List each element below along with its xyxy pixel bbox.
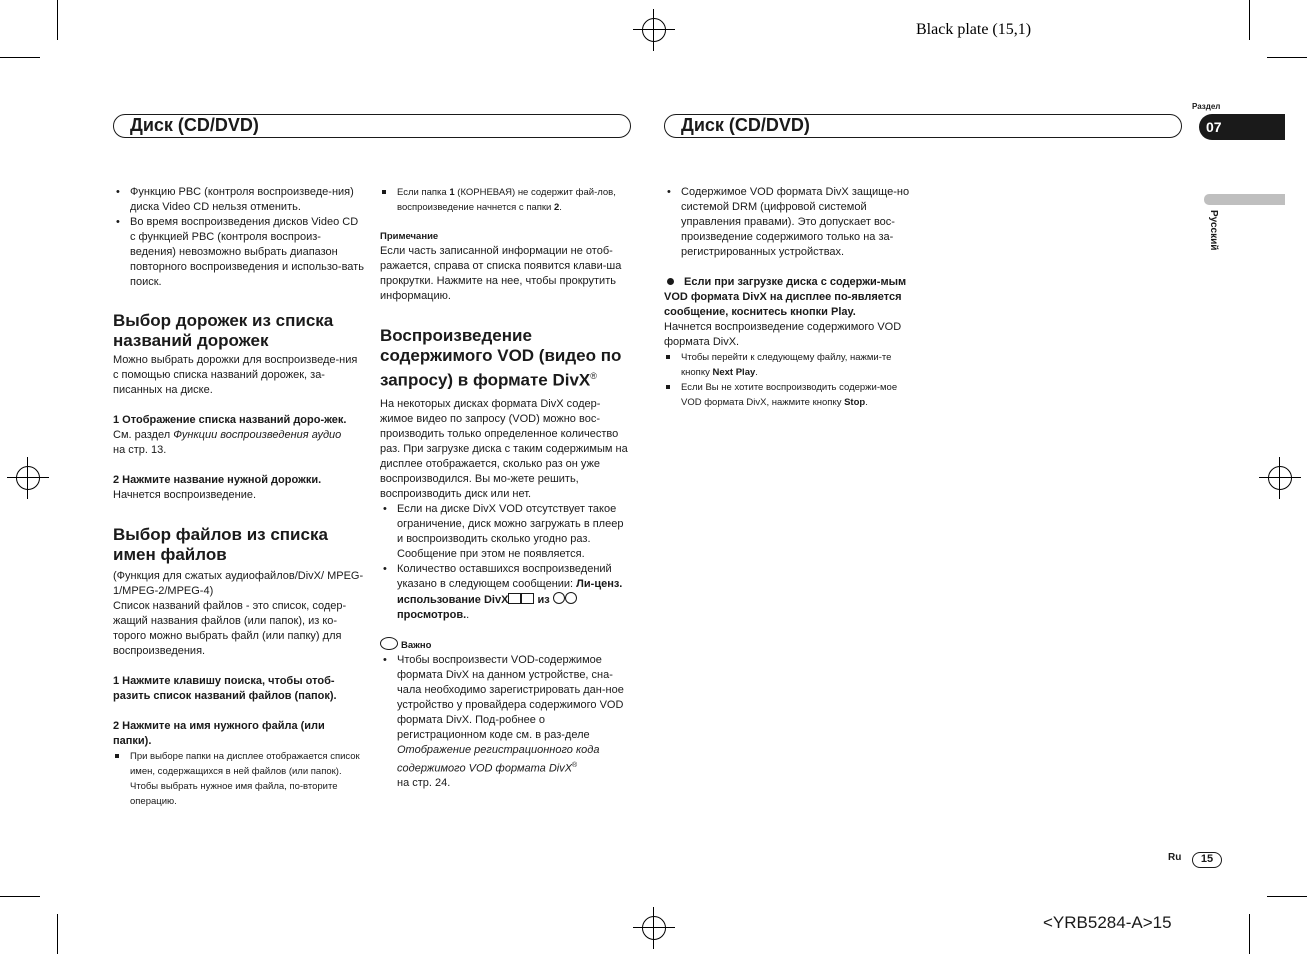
crop-mark <box>1249 914 1250 954</box>
text: . <box>466 608 470 621</box>
important-icon <box>380 637 398 650</box>
text: 2 <box>554 202 560 213</box>
action-heading: Если при загрузке диска с содержи-мым VOD формата DivX на дисплее по-является сообщение, коснитесь кнопки Play. <box>664 275 916 320</box>
text: Количество оставшихся воспроизведений указано в следующем сообщении: <box>397 562 612 590</box>
registration-mark-icon <box>1268 466 1292 490</box>
crop-mark <box>57 0 58 40</box>
header-right: Диск (CD/DVD) <box>664 114 1182 138</box>
button-name: Stop <box>844 397 866 408</box>
text: Чтобы перейти к следующему файлу, нажми-те кнопку <box>681 352 892 378</box>
button-name: Next Play <box>712 367 756 378</box>
registered-mark: ® <box>590 371 597 381</box>
step-title: 1 Нажмите клавишу поиска, чтобы отоб-разить список названий файлов (папок). <box>113 675 337 702</box>
language-label: Русский <box>1208 210 1219 251</box>
paragraph: На некоторых дисках формата DivX содер-жимое видео по запросу (VOD) можно вос-производить только определенное количество раз. При загрузке диска с таким содержимым на дисплее отображается, сколько раз он уже воспроизводился. Вы мо-жете решить, воспроизводить диск или нет. <box>380 397 628 500</box>
circle-placeholder-icon <box>565 592 577 604</box>
crop-mark <box>0 896 40 897</box>
circle-placeholder-icon <box>553 592 565 604</box>
note-item: При выборе папки на дисплее отображается список имен, содержащихся в ней файлов (или папок). Чтобы выбрать нужное имя файла, по-вторите операцию. <box>113 749 365 809</box>
text: . <box>755 367 758 378</box>
list-item: • Содержимое VOD формата DivX защище-но системой DRM (цифровой системой управления правами). Это допускает вос-произведение содержимого только на за-регистрированных устройствах. <box>664 185 916 260</box>
registered-mark: ® <box>572 761 578 769</box>
note-item <box>380 185 632 215</box>
list-item: • Если на диске DivX VOD отсутствует такое ограничение, диск можно загружать в плеер и воспроизводить сколько угодно раз. Сообщение при этом не появляется. <box>380 502 632 562</box>
language-tab <box>1204 194 1285 205</box>
text: . <box>559 202 562 213</box>
box-placeholder-icon <box>521 593 534 604</box>
crop-mark <box>1267 896 1307 897</box>
text: Воспроизведение содержимого VOD (видео по запросу) в формате DivX <box>380 326 622 390</box>
crop-mark <box>57 914 58 954</box>
paragraph: (Функция для сжатых аудиофайлов/DivX/ MPEG-1/MPEG-2/MPEG-4) <box>113 570 364 597</box>
registration-mark-icon <box>642 18 666 42</box>
cross-reference-link: Функции воспроизведения аудио <box>173 429 342 441</box>
text: на стр. 24. <box>397 777 451 790</box>
paragraph: Начнется воспроизведение содержимого VOD формата DivX. <box>664 321 902 348</box>
section-heading-tracks: Выбор дорожек из списка названий дорожек <box>113 311 334 350</box>
paragraph: Если часть записанной информации не отоб-ражается, справа от списка появится клави-ша прокрутки. Нажмите на нее, чтобы прокрутить информацию. <box>380 245 622 302</box>
note-item <box>664 380 916 410</box>
paragraph: Список названий файлов - это список, содер-жащий названия файлов (или папок), из ко-торого можно выбрать файл (или папку) для воспроизведения. <box>113 600 347 657</box>
step-title: 2 Нажмите на имя нужного файла (или папки). <box>113 720 325 747</box>
crop-mark <box>0 57 40 58</box>
text: См. раздел <box>113 429 174 441</box>
list-item: • Функцию PBC (контроля воспроизведе-ния) диска Video CD нельзя отменить. <box>113 185 365 215</box>
text: Ли-ценз. использование DivX <box>397 577 623 606</box>
registration-mark-icon <box>642 916 666 940</box>
section-heading-vod <box>380 326 632 391</box>
text: . <box>865 397 868 408</box>
column-2 <box>380 185 632 791</box>
column-1 <box>113 185 365 809</box>
text: Важно <box>401 639 432 651</box>
step-title: 2 Нажмите название нужной дорожки. <box>113 474 322 486</box>
section-heading-files: Выбор файлов из списка имен файлов <box>113 525 328 564</box>
list-item <box>380 562 632 623</box>
paragraph: Можно выбрать дорожки для воспроизведе-ния с помощью списка названий дорожек, за-писанных на диске. <box>113 354 358 396</box>
box-placeholder-icon <box>508 593 521 604</box>
column-3 <box>664 185 916 410</box>
important-heading <box>380 637 632 653</box>
text: Чтобы воспроизвести VOD-содержимое формата DivX на данном устройстве, сна-чала необходимо зарегистрировать дан-ное устройство у провайдера содержимого VOD формата DivX. Под-робнее о регистрационном коде см. в раз-деле <box>397 653 624 741</box>
text: 1 <box>449 187 455 198</box>
step-title: 1 Отображение списка названий доро-жек. <box>113 414 347 426</box>
paragraph: на стр. 13. <box>113 444 167 456</box>
text: (КОРНЕВАЯ) не содержит фай-лов, воспроизведение начнется с папки <box>397 187 616 213</box>
note-heading: Примечание <box>380 231 439 242</box>
header-left: Диск (CD/DVD) <box>113 114 631 138</box>
paragraph: Начнется воспроизведение. <box>113 489 257 501</box>
note-item <box>664 350 916 380</box>
crop-mark <box>1267 57 1307 58</box>
text: Если Вы не хотите воспроизводить содержи-мое VOD формата DivX, нажмите кнопку <box>681 382 898 408</box>
cross-reference-link: Отображение регистрационного кода содержимого VOD формата DivX <box>397 743 600 775</box>
document-id: <YRB5284-A>15 <box>1043 913 1172 932</box>
crop-mark <box>1249 0 1250 40</box>
text: из <box>534 593 553 606</box>
section-label: Раздел <box>1192 102 1221 111</box>
list-item <box>380 653 632 792</box>
registration-mark-icon <box>16 466 40 490</box>
text: просмотров. <box>397 608 467 621</box>
paragraph <box>113 428 365 443</box>
language-code: Ru <box>1168 852 1182 863</box>
list-item: • Во время воспроизведения дисков Video CD с функцией PBC (контроля воспроиз-ведения) невозможно выбрать диапазон повторного воспроизведения и использо-вать поиск. <box>113 215 365 290</box>
page-number: 15 <box>1192 852 1222 868</box>
section-number-badge: 07 <box>1199 114 1285 140</box>
text: Если папка <box>397 187 450 198</box>
plate-label: Black plate (15,1) <box>916 21 1032 38</box>
